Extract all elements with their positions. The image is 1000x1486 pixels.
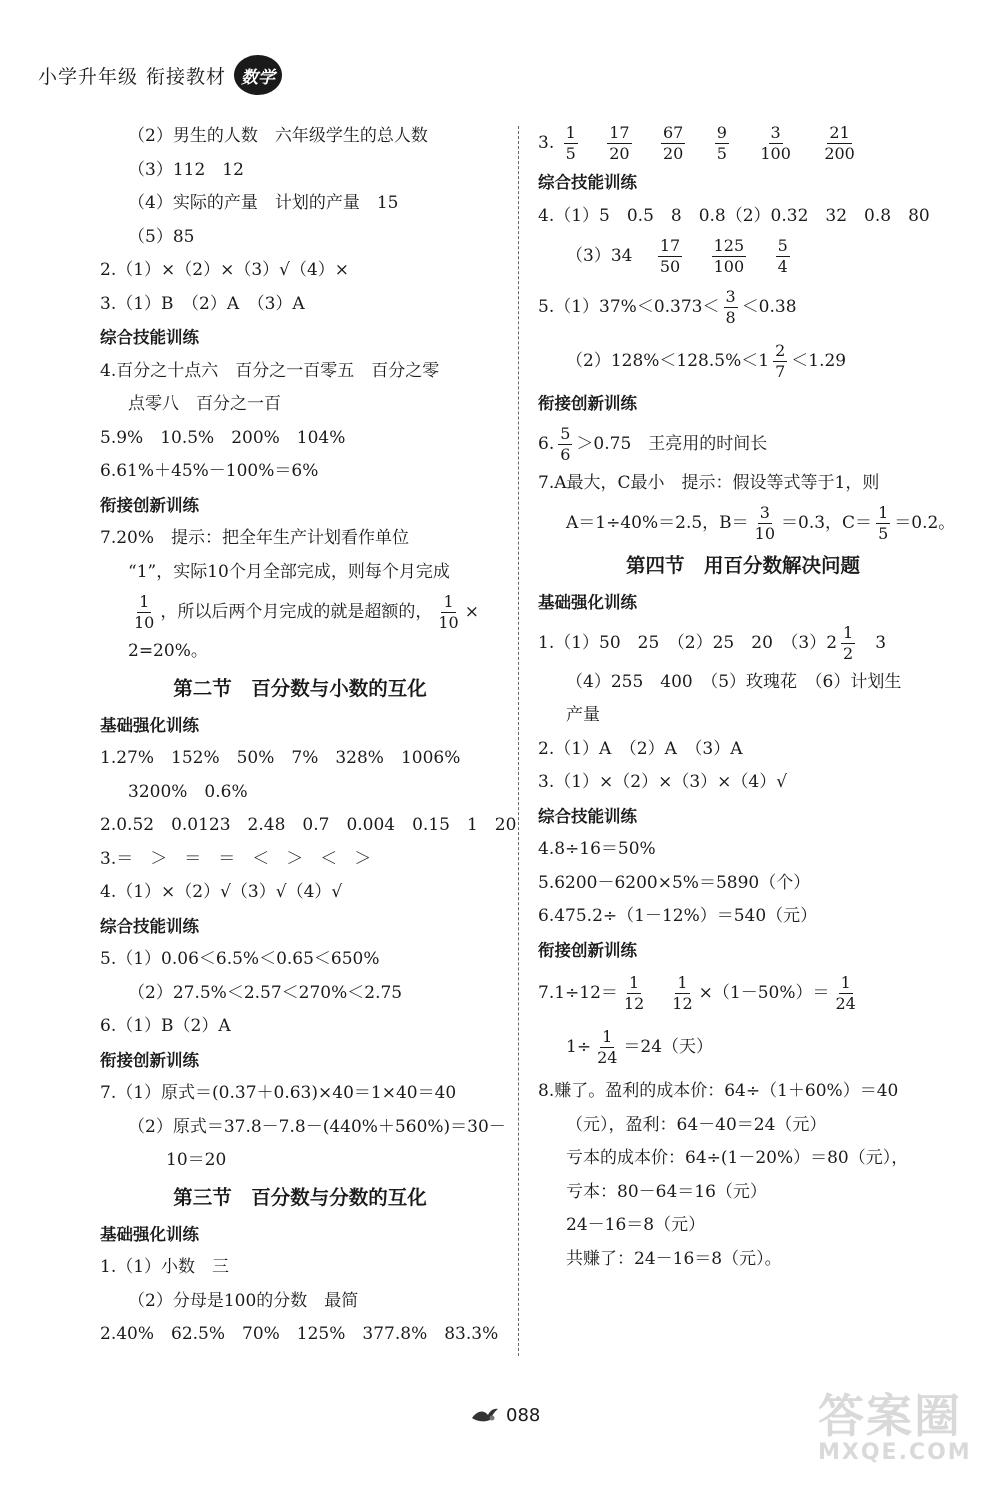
fraction: $\frac{1}{12}$ [623, 973, 645, 1013]
answer-line: （2）原式＝37.8－7.8－(440%＋560%)＝30－ [128, 1116, 506, 1137]
answer-line: （5）85 [128, 226, 195, 247]
fraction: $\frac{3}{100}$ [760, 123, 791, 163]
fraction: $\frac{1}{24}$ [597, 1027, 618, 1067]
watermark [818, 1389, 978, 1468]
answer-line: 6.475.2÷（1－12%）＝540（元） [538, 906, 818, 926]
book-title: 衔接教材 [146, 65, 227, 88]
fraction: $\frac{17}{20}$ [609, 123, 630, 163]
fraction: $\frac{17}{50}$ [659, 236, 681, 276]
fraction: $\frac{5}{6}$ [560, 423, 571, 464]
subsection-heading: 衔接创新训练 [538, 940, 637, 960]
subsection-heading: 综合技能训练 [100, 916, 199, 936]
fraction: $\frac{3}{10}$ [754, 503, 776, 543]
subsection-heading: 基础强化训练 [100, 1224, 199, 1244]
right-column [538, 120, 956, 1276]
answer-line: 3. $\frac{1}{5}$ $\frac{17}{20}$ $\frac{67}{20}$ $\frac{9}{5}$ $\frac{3}{100}$ $\frac{21}{200}$ [538, 123, 855, 163]
answer-line: 2.40% 62.5% 70% 125% 377.8% 83.3% [100, 1324, 499, 1344]
section-title: 第四节 用百分数解决问题 [625, 554, 860, 577]
answer-line: 4.8÷16＝50% [538, 839, 656, 859]
series-title: 小学升年级 [38, 65, 139, 88]
section-title: 第二节 百分数与小数的互化 [173, 676, 427, 700]
answer-line: 亏本的成本价：64÷(1－20%）＝80（元）， [566, 1148, 909, 1168]
watermark-url: MXQE.COM [818, 1440, 972, 1465]
subsection-heading: 综合技能训练 [100, 328, 199, 347]
answer-line: 5.（1）0.06＜6.5%＜0.65＜650% [100, 949, 380, 969]
answer-line: 6.61%＋45%－100%＝6% [100, 461, 319, 481]
subsection-heading: 综合技能训练 [538, 806, 637, 826]
answer-line: 7.A最大，C最小 提示：假设等式等于1，则 [538, 472, 880, 493]
answer-line: 2.0.52 0.0123 2.48 0.7 0.004 0.15 1 20 [100, 815, 517, 835]
answer-line: （元），盈利：64－40＝24（元） [566, 1114, 827, 1135]
answer-line: 2.（1）A （2）A （3）A [538, 738, 743, 759]
fraction: $\frac{3}{8}$ [725, 287, 736, 327]
fraction: $\frac{5}{4}$ [777, 236, 788, 276]
answer-line: 6.（1）B（2）A [100, 1016, 231, 1036]
answer-line: 1.27% 152% 50% 7% 328% 1006% [100, 748, 461, 768]
fraction: $\frac{125}{100}$ [713, 236, 745, 276]
answer-line: （2）128%＜128.5%＜1 $\frac{2}{7}$ ＜1.29 [566, 341, 847, 381]
answer-line: （2）分母是100的分数 最简 [128, 1290, 359, 1311]
answer-line: 7.（1）原式＝(0.37＋0.63)×40＝1×40＝40 [100, 1083, 457, 1103]
answer-line: （2）27.5%＜2.57＜270%＜2.75 [128, 982, 403, 1003]
answer-line: 5.9% 10.5% 200% 104% [100, 427, 346, 448]
answer-line: 5.（1）37%＜0.373＜ $\frac{3}{8}$ ＜0.38 [538, 287, 797, 327]
subsection-heading: 衔接创新训练 [538, 394, 637, 413]
answer-line: 10＝20 [166, 1150, 227, 1170]
answer-line: 1.（1）50 25 （2）25 20 （3）2 $\frac{1}{2}$ 3 [538, 622, 887, 663]
fraction: $\frac{1}{5}$ [878, 503, 889, 543]
answer-line: 7.20% 提示：把全年生产计划看作单位 [100, 528, 410, 548]
answer-line: （4）实际的产量 计划的产量 15 [128, 193, 399, 213]
answer-line: （3）112 12 [128, 159, 244, 180]
subject-badge: 数学 [234, 55, 282, 95]
answer-line: 3200% 0.6% [128, 781, 248, 802]
answer-line: 7.1÷12＝ $\frac{1}{12}$ $\frac{1}{12}$ ×（1－50%）＝ $\frac{1}{24}$ [538, 973, 856, 1013]
fraction: $\frac{1}{10}$ [438, 592, 459, 632]
fraction: $\frac{21}{200}$ [824, 123, 855, 163]
page-number: 088 [506, 1404, 541, 1426]
answer-line: 3.（1）B （2）A （3）A [100, 293, 305, 314]
answer-line: 6. $\frac{5}{6}$ ＞0.75 王亮用的时间长 [538, 423, 768, 464]
answer-line: A＝1÷40%＝2.5，B＝ $\frac{3}{10}$ ＝0.3，C＝ $\frac{1}{5}$ ＝0.2。 [566, 503, 956, 543]
subsection-heading: 基础强化训练 [100, 715, 199, 735]
fraction: $\frac{1}{2}$ [843, 622, 854, 663]
answer-line: 4.（1）5 0.5 8 0.8（2）0.32 32 0.8 80 [538, 205, 930, 226]
answer-line: 共赚了：24－16＝8（元）。 [566, 1248, 782, 1269]
answer-line: 2=20%。 [128, 641, 208, 661]
section-title: 第三节 百分数与分数的互化 [173, 1185, 427, 1209]
answer-line: 产量 [566, 705, 600, 725]
page-footer [470, 1404, 540, 1426]
subsection-heading: 基础强化训练 [538, 593, 637, 612]
answer-line: 1.（1）小数 三 [100, 1257, 230, 1277]
answer-line: （3）34 $\frac{17}{50}$ $\frac{125}{100}$ $\frac{5}{4}$ [566, 236, 788, 276]
bird-icon [470, 1404, 500, 1426]
answer-line: 4.（1）×（2）√（3）√（4）√ [100, 882, 343, 902]
fraction: $\frac{1}{12}$ [672, 973, 693, 1013]
page-header [38, 52, 282, 98]
subsection-heading: 衔接创新训练 [100, 495, 199, 515]
fraction: $\frac{1}{10}$ [134, 592, 155, 632]
answer-line: 3.（1）×（2）×（3）×（4）√ [538, 772, 788, 792]
answer-line: （4）255 400 （5）玫瑰花 （6）计划生 [566, 671, 902, 692]
answer-line: 点零八 百分之一百 [128, 394, 281, 414]
column-divider [518, 126, 519, 1356]
fraction: $\frac{1}{5}$ [565, 123, 576, 163]
answer-line: 2.（1）×（2）×（3）√（4）× [100, 260, 350, 280]
answer-line: $\frac{1}{10}$ ，所以后两个月完成的就是超额的， $\frac{1}{10}$ × [134, 592, 479, 632]
answer-line: 5.6200－6200×5%＝5890（个） [538, 872, 811, 893]
answer-line: 4.百分之十点六 百分之一百零五 百分之零 [100, 360, 440, 381]
answer-line: 3.＝ ＞ ＝ ＝ ＜ ＞ ＜ ＞ [100, 848, 372, 869]
subsection-heading: 衔接创新训练 [100, 1050, 199, 1070]
answer-line: （2）男生的人数 六年级学生的总人数 [128, 126, 428, 146]
answer-line: 24－16＝8（元） [566, 1215, 706, 1235]
fraction: $\frac{67}{20}$ [663, 123, 684, 163]
fraction: $\frac{9}{5}$ [716, 123, 727, 163]
subsection-heading: 综合技能训练 [538, 173, 637, 192]
answer-line: 1÷ $\frac{1}{24}$ ＝24（天） [566, 1027, 714, 1067]
fraction: $\frac{1}{24}$ [835, 973, 856, 1013]
left-column [100, 120, 517, 1352]
answer-line: 亏本：80－64＝16（元） [566, 1181, 767, 1202]
fraction: $\frac{2}{7}$ [775, 341, 786, 381]
watermark-logo: 答案圈 [818, 1389, 962, 1443]
answer-line: 8.赚了。盈利的成本价：64÷（1＋60%）＝40 [538, 1081, 899, 1101]
answer-line: “1”，实际10个月全部完成，则每个月完成 [128, 561, 450, 582]
